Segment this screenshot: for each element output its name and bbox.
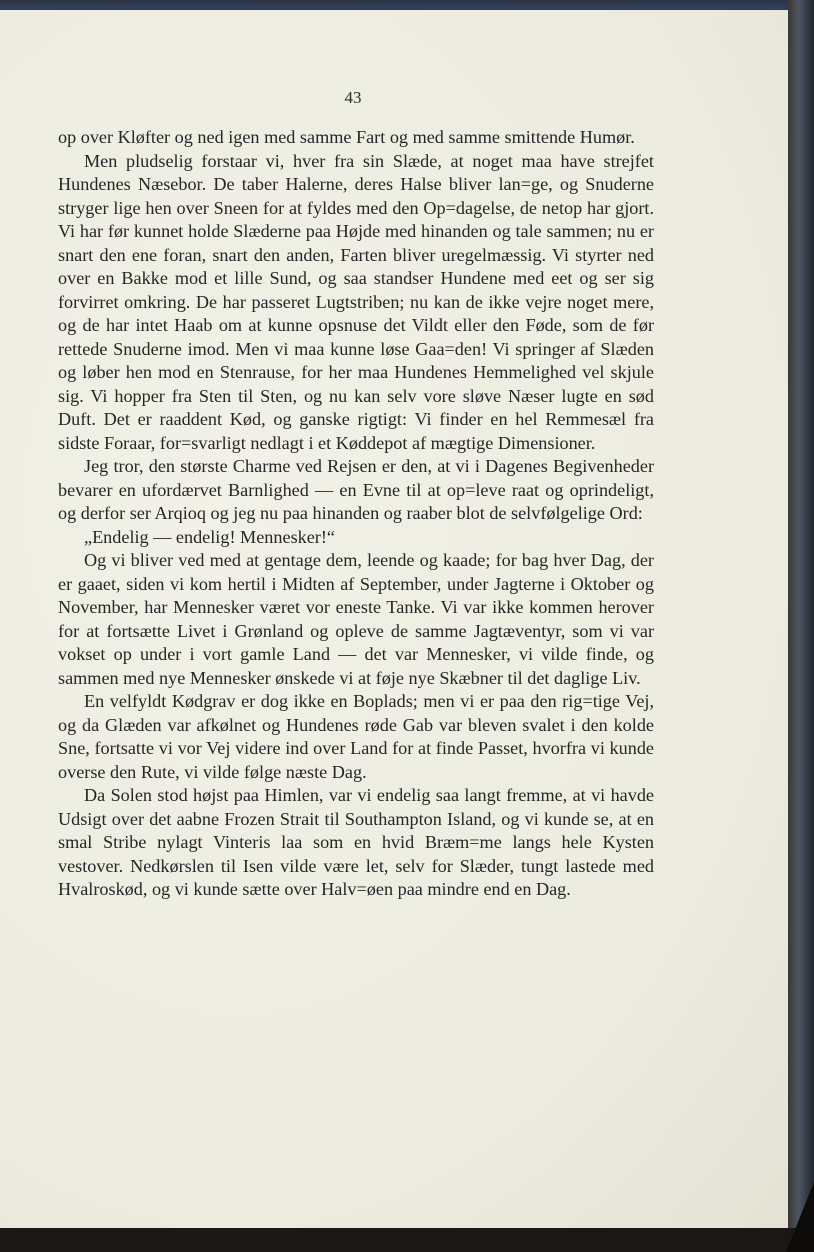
book-page — [0, 10, 791, 1228]
paragraph: Da Solen stod højst paa Himlen, var vi endelig saa langt fremme, at vi havde Udsigt over det aabne Frozen Strait til Southampton Island, og vi kunde se, at en smal Stribe nylagt Vinteris laa som en hvid Bræm=me langs hele Kysten vestover. Nedkørslen til Isen vilde være let, selv for Slæder, tungt lastede med Hvalroskød, og vi kunde sætte over Halv=øen paa mindre end en Dag. — [58, 785, 654, 899]
page-number: 43 — [344, 88, 362, 107]
paragraph: En velfyldt Kødgrav er dog ikke en Boplads; men vi er paa den rig=tige Vej, og da Glæden var afkølnet og Hundenes røde Gab var bleven svalet i den kolde Sne, fortsatte vi vor Vej videre ind over Land for at finde Passet, hvorfra vi kunde overse den Rute, vi vilde følge næste Dag. — [58, 691, 654, 782]
paragraph-quote: „Endelig — endelig! Mennesker!“ — [84, 526, 335, 547]
scanner-right-edge — [788, 0, 814, 1252]
scanner-bottom-edge — [0, 1228, 814, 1252]
paragraph: Men pludselig forstaar vi, hver fra sin Slæde, at noget maa have strejfet Hundenes Næsebor. De taber Halerne, deres Halse bliver lan=ge, og Snuderne stryger lige hen over Sneen for at fyldes med den Op=dagelse, de netop har gjort. Vi har før kunnet holde Slæderne paa Højde med hinanden og tale sammen; nu er snart den ene foran, snart den anden, Farten bliver uregelmæssig. Vi styrter ned over en Bakke mod et lille Sund, og saa standser Hundene med eet og ser sig forvirret omkring. De har passeret Lugtstriben; nu kan de ikke vejre noget mere, og de har intet Haab om at kunne opsnuse det Vildt eller den Føde, som de før rettede Snuderne imod. Men vi maa kunne løse Gaa=den! Vi springer af Slæden og løber hen mod en Stenrause, for her maa Hundenes Hemmelighed vel skjule sig. Vi hopper fra Sten til Sten, og nu kan selv vore sløve Næser lugte en sød Duft. Det er raaddent Kød, og ganske rigtigt: Vi finder en hel Remmesæl fra sidste Foraar, for=svarligt nedlagt i et Køddepot af mægtige Dimensioner. — [58, 150, 654, 453]
page-corner-shadow — [786, 1182, 814, 1252]
paragraph: Jeg tror, den største Charme ved Rejsen er den, at vi i Dagenes Begivenheder bevarer en ufordærvet Barnlighed — en Evne til at op=leve raat og oprindeligt, og derfor ser Arqioq og jeg nu paa hinanden og raaber blot de selvfølgelige Ord: — [58, 456, 654, 523]
paragraph: op over Kløfter og ned igen med samme Fart og med samme smittende Humør. — [58, 127, 635, 147]
page-body — [58, 126, 654, 902]
paragraph: Og vi bliver ved med at gentage dem, leende og kaade; for bag hver Dag, der er gaaet, siden vi kom hertil i Midten af September, under Jagterne i Oktober og November, har Mennesker været vor eneste Tanke. Vi var ikke kommen herover for at fortsætte Livet i Grønland og opleve de samme Jagtæventyr, som vi var vokset op under i vort gamle Land — det var Mennesker, vi vilde finde, og sammen med nye Mennesker ønskede vi at føje nye Skæbner til det daglige Liv. — [58, 550, 654, 688]
